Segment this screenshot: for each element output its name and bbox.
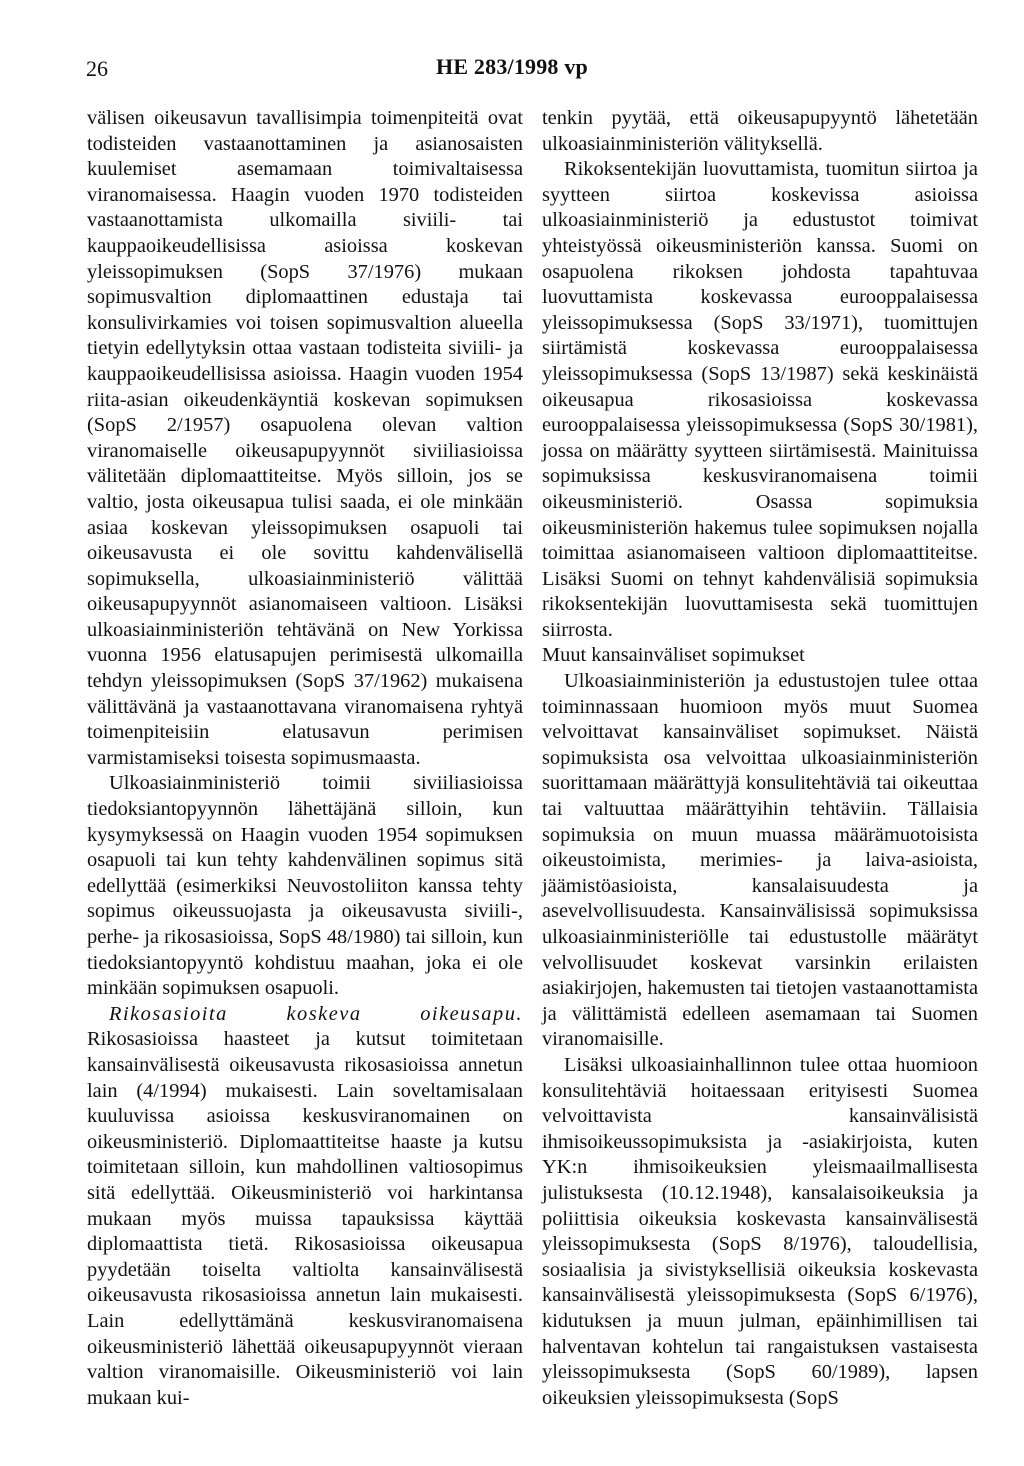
right-paragraph-4: Lisäksi ulkoasiainhallinnon tulee ottaa huomioon konsulitehtäviä hoitaessaan erityisesti Suomea velvoittavista kansainvälisistä ihmisoikeussopimuksista ja -asiakirjoista, kuten YK:n ihmisoikeuksien yleismaailmallisesta julistuksesta (10.12.1948), kansalaisoikeuksia ja poliittisia oikeuksia koskevasta kansainvälisestä yleissopimuksesta (SopS 8/1976), taloudellisia, sosiaalisia ja sivistyksellisiä oikeuksia koskevasta kansainvälisestä yleissopimuksesta (SopS 6/1976), kidutuksen ja muun julman, epäinhimillisen tai halventavan kohtelun tai rangaistuksen vastaisesta yleissopimuksesta (SopS 60/1989), lapsen oikeuksien yleissopimuksesta (SopS <box>542 1053 978 1409</box>
right-paragraph-1: tenkin pyytää, että oikeusapupyyntö lähetetään ulkoasiainministeriön välityksellä. <box>542 107 978 155</box>
document-id-header: HE 283/1998 vp <box>436 54 588 79</box>
page-number: 26 <box>86 56 108 81</box>
left-paragraph-1: välisen oikeusavun tavallisimpia toimenpiteitä ovat todisteiden vastaanottaminen ja asianosaisten kuulemiset asemamaan toimivaltaisessa viranomaisessa. Haagin vuoden 1970 todisteiden vastaanottamista ulkomailla siviili- tai kauppaoikeudellisissa asioissa koskevan yleissopimuksen (SopS 37/1976) mukaan sopimusvaltion diplomaattinen edustaja tai konsulivirkamies voi toisen sopimusvaltion alueella tietyin edellytyksin ottaa vastaan todisteita siviili- ja kauppaoikeudellisissa asioissa. Haagin vuoden 1954 riita-asian oikeudenkäyntiä koskevan sopimuksen (SopS 2/1957) osapuolena olevan valtion viranomaiselle oikeusapupyynnöt siviiliasioissa välitetään diplomaattiteitse. Myös silloin, jos se valtio, josta oikeusapua tulisi saada, ei ole minkään asiaa koskevan yleissopimuksen osapuoli tai oikeusavusta ei ole sovittu kahdenvälisellä sopimuksella, ulkoasiainministeriö välittää oikeusapupyynnöt asianomaiseen valtioon. Lisäksi ulkoasiainministeriön tehtävänä on New Yorkissa vuonna 1956 elatusapujen perimisestä ulkomailla tehdyn yleissopimuksen (SopS 37/1962) mukaisena välittävänä ja vastaanottavana viranomaisena ryhtyä toimenpiteisiin elatusavun perimisen varmistamiseksi toisesta sopimusmaasta. <box>87 107 523 769</box>
left-paragraph-3-body: Rikosasioissa haasteet ja kutsut toimitetaan kansainvälisestä oikeusavusta rikosasioissa annetun lain (4/1994) mukaisesti. Lain soveltamisalaan kuuluvissa asioissa keskusviranomainen on oikeusministeriö. Diplomaattiteitse haaste ja kutsu toimitetaan silloin, kun mahdollinen valtiosopimus sitä edellyttää. Oikeusministeriö voi harkintansa mukaan myös muissa tapauksissa käyttää diplomaattista tietä. Rikosasioissa oikeusapua pyydetään toiselta valtiolta kansainvälisestä oikeusavusta rikosasioissa annetun lain mukaisesti. Lain edellyttämänä keskusviranomaisena oikeusministeriö lähettää oikeusapupyynnöt vieraan valtion viranomaisille. Oikeusministeriö voi lain mukaan kui- <box>87 1028 523 1409</box>
criminal-matters-subheading: Rikosasioita koskeva oikeusapu. <box>109 1002 523 1025</box>
right-paragraph-3: Ulkoasiainministeriön ja edustustojen tulee ottaa toiminnassaan huomioon myös muut Suomea velvoittavat kansainväliset sopimukset. Näistä sopimuksista osa velvoittaa ulkoasiainministeriön suorittamaan määrättyjä konsulitehtäviä tai oikeuttaa tai valtuuttaa määrättyihin tehtäviin. Tällaisia sopimuksia on muun muassa määrämuotoisista oikeustoimista, merimies- ja laiva-asioista, jäämistöasioista, kansalaisuudesta ja asevelvollisuudesta. Kansainvälisissä sopimuksissa ulkoasiainministeriölle tai edustustolle määrätyt velvollisuudet koskevat varsinkin erilaisten asiakirjojen, hakemusten tai tietojen vastaanottamista ja välittämistä edelleen asemamaan tai Suomen viranomaisille. <box>542 670 978 1051</box>
section-heading: Muut kansainväliset sopimukset <box>542 644 805 667</box>
right-column <box>542 106 978 1411</box>
left-paragraph-3 <box>87 1002 523 1412</box>
left-paragraph-2: Ulkoasiainministeriö toimii siviiliasioissa tiedoksiantopyynnön lähettäjänä silloin, kun kysymyksessä on Haagin vuoden 1954 sopimuksen osapuoli tai kun tehty kahdenvälinen sopimus sitä edellyttää (esimerkiksi Neuvostoliiton kanssa tehty sopimus oikeussuojasta ja oikeusavusta siviili-, perhe- ja rikosasioissa, SopS 48/1980) tai silloin, kun tiedoksiantopyyntö kohdistuu maahan, joka ei ole minkään sopimuksen osapuoli. <box>87 772 523 1000</box>
right-paragraph-2: Rikoksentekijän luovuttamista, tuomitun siirtoa ja syytteen siirtoa koskevissa asioissa ulkoasiainministeriö ja edustustot toimivat yhteistyössä oikeusministeriön kanssa. Suomi on osapuolena rikoksen johdosta tapahtuvaa luovuttamista koskevassa eurooppalaisessa yleissopimuksessa (SopS 33/1971), tuomittujen siirtämistä koskevassa eurooppalaisessa yleissopimuksessa (SopS 13/1987) sekä keskinäistä oikeusapua rikosasioissa koskevassa eurooppalaisessa yleissopimuksessa (SopS 30/1981), jossa on määrätty syytteen siirtämisestä. Mainituissa sopimuksissa keskusviranomaisena toimii oikeusministeriö. Osassa sopimuksia oikeusministeriön hakemus tulee sopimuksen nojalla toimittaa asianomaiseen valtioon diplomaattiteitse. Lisäksi Suomi on tehnyt kahdenvälisiä sopimuksia rikoksentekijän luovuttamisesta sekä tuomittujen siirrosta. <box>542 158 978 641</box>
left-column <box>87 106 523 1411</box>
